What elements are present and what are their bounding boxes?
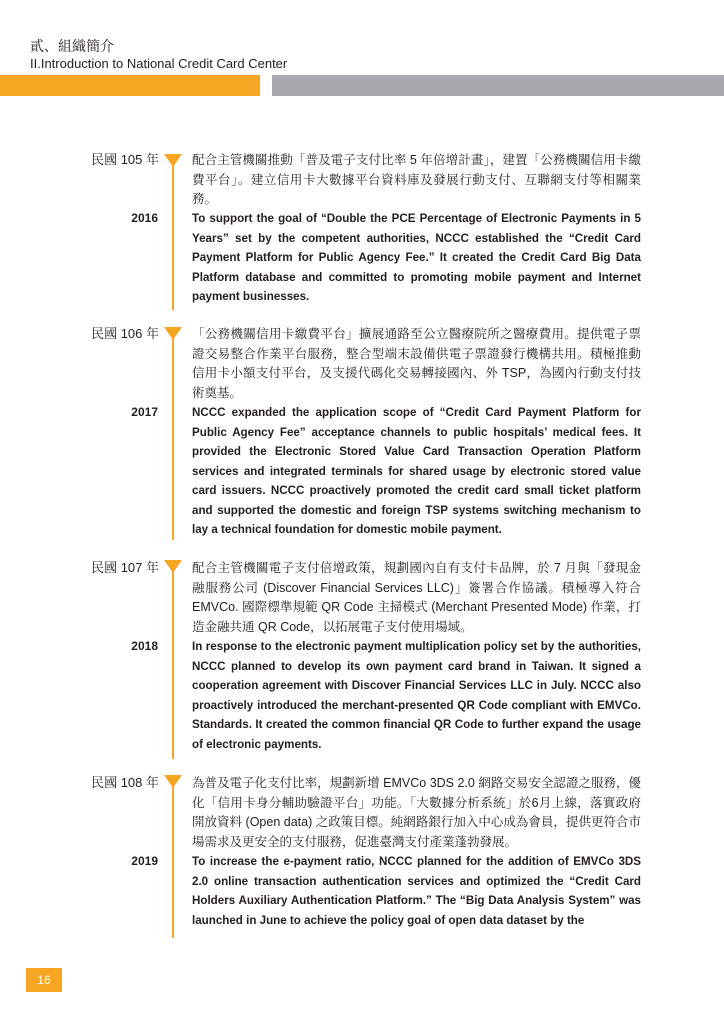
description-en: In response to the electronic payment multiplication policy set by the authorities, NCCC planned to develop its own payment card brand in Taiwan. It signed a cooperation agreement with Discover Financial Services LLC in July. NCCC also proactively introduced the merchant-presented QR Code compliant with EMVCo. Standards. It created the common financial QR Code to further expand the usage of electronic payments. [192, 640, 641, 751]
timeline-marker-icon [164, 775, 182, 788]
timeline-marker-icon [164, 154, 182, 167]
description-en: To support the goal of “Double the PCE Percentage of Electronic Payments in 5 Years” set by the competent authorities, NCCC established the “Credit Card Payment Platform for Public Agency Fee.” It created the Credit Card Big Data Platform database and committed to promoting mobile payment and Internet payment businesses. [192, 212, 641, 303]
page-number: 16 [26, 968, 62, 992]
year-label: 2018 [131, 639, 158, 653]
roc-year-label: 民國 105 年 [91, 152, 159, 167]
year-label: 2016 [131, 211, 158, 225]
description-en: NCCC expanded the application scope of “Credit Card Payment Platform for Public Agency Fee” acceptance channels to public hospitals’ medical fees. It provided the Electronic Stored Value Card Transaction Operation Platform services and integrated terminals for shared usage by electronic stored value card issuers. NCCC proactively promoted the credit card small ticket platform and supported the domestic and foreign TSP systems switching mechanism to lay a technical foundation for domestic mobile payment. [192, 406, 641, 536]
timeline-line [172, 164, 174, 310]
header-bar-orange [0, 75, 260, 96]
description-zh: 配合主管機關推動「普及電子支付比率 5 年倍增計畫」，建置「公務機關信用卡繳費平台」。建立信用卡大數據平台資料庫及發展行動支付、互聯網支付等相關業務。 [192, 153, 641, 206]
description-zh: 「公務機關信用卡繳費平台」擴展通路至公立醫療院所之醫療費用。提供電子票證交易整合作業平台服務，整合型端末設備供電子票證發行機構共用。積極推動信用卡小額支付平台，及支援代碼化交易轉接國內、外 TSP，為國內行動支付技術奠基。 [192, 327, 641, 400]
description-en: To increase the e-payment ratio, NCCC planned for the addition of EMVCo 3DS 2.0 online transaction authentication services and optimized the “Credit Card Holders Auxiliary Authentication Platform.” The “Big Data Analysis System” was launched in June to achieve the policy goal of open data dataset by the [192, 855, 641, 927]
year-label: 2017 [131, 405, 158, 419]
timeline-line [172, 336, 174, 540]
year-label: 2019 [131, 854, 158, 868]
header-bar-gray [272, 75, 724, 96]
timeline-line [172, 569, 174, 759]
chapter-title-en: II.Introduction to National Credit Card Center [30, 56, 288, 71]
description-zh: 為普及電子化支付比率，規劃新增 EMVCo 3DS 2.0 網路交易安全認證之服務，優化「信用卡身分輔助驗證平台」功能。「大數據分析系統」於6月上線，落實政府開放資料 (Open data) 之政策目標。純網路銀行加入中心成為會員，提供更符合市場需求及更安全的支付服務，促進臺灣支付產業蓬勃發展。 [192, 776, 641, 849]
timeline-marker-icon [164, 327, 182, 340]
description-zh: 配合主管機關電子支付倍增政策，規劃國內自有支付卡品牌，於 7 月與「發現金融服務公司 (Discover Financial Services LLC)」簽署合作協議。積極導入符合 EMVCo. 國際標準規範 QR Code 主掃模式 (Merchant Presented Mode) 作業，打造金融共通 QR Code，以拓展電子支付使用場域。 [192, 561, 641, 634]
roc-year-label: 民國 106 年 [91, 326, 159, 341]
chapter-title-zh: 貳、組織簡介 [30, 38, 114, 54]
roc-year-label: 民國 108 年 [91, 775, 159, 790]
roc-year-label: 民國 107 年 [91, 560, 159, 575]
timeline-marker-icon [164, 560, 182, 573]
timeline-line [172, 784, 174, 938]
